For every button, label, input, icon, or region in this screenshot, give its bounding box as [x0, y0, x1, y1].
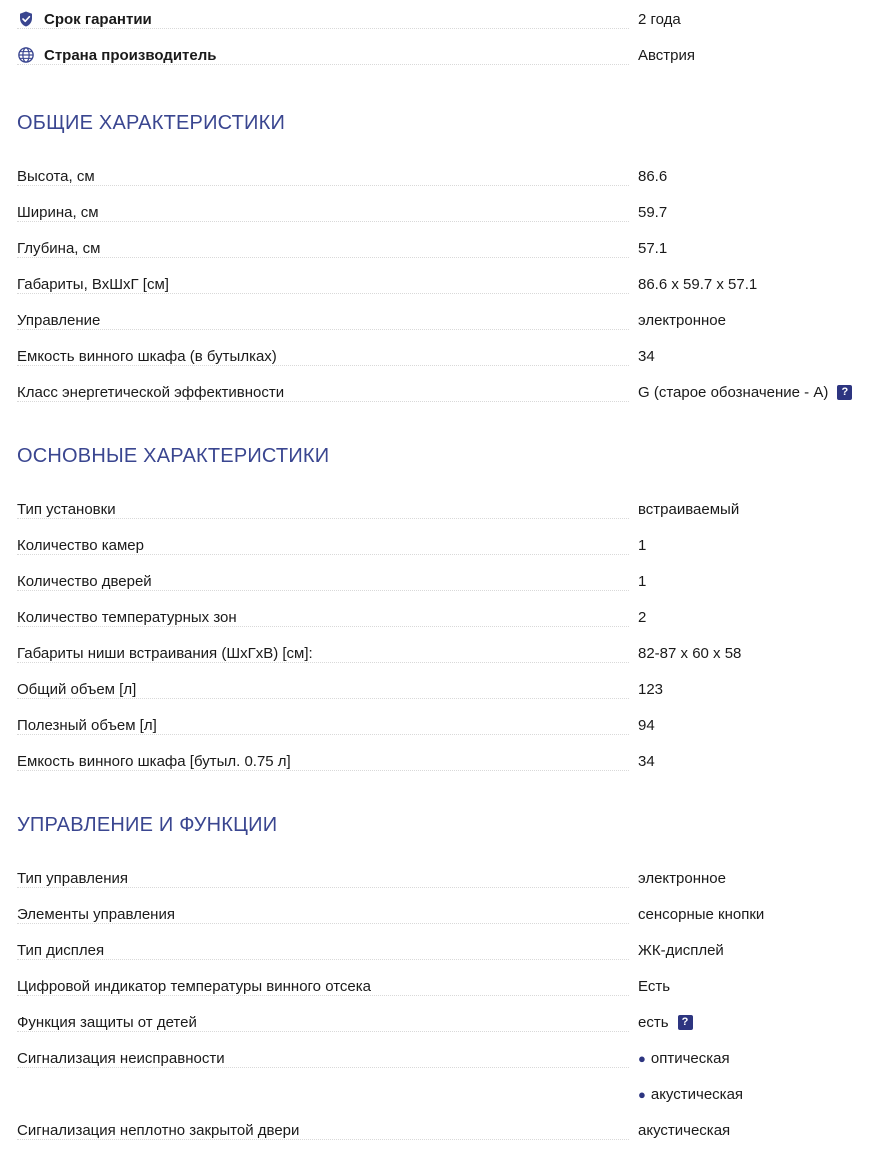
spec-row [17, 671, 867, 707]
dotted-leader [17, 28, 629, 29]
globe-icon [17, 46, 35, 64]
dotted-leader [17, 626, 629, 627]
spec-value-text: G (старое обозначение - A) [638, 383, 829, 401]
spec-value: 123 [638, 680, 664, 698]
dotted-leader [17, 770, 629, 771]
shield-check-icon [17, 10, 35, 28]
spec-value: 59.7 [638, 203, 668, 221]
spec-label: Полезный объем [л] [17, 717, 165, 734]
spec-value [638, 1014, 693, 1031]
dotted-leader [17, 1067, 629, 1068]
spec-value: электронное [638, 311, 726, 329]
section-title: ОСНОВНЫЕ ХАРАКТЕРИСТИКИ [17, 444, 330, 467]
section-main [17, 441, 867, 779]
spec-label: Функция защиты от детей [17, 1014, 205, 1031]
spec-label: Габариты ниши встраивания (ШхГхВ) [см]: [17, 645, 321, 662]
spec-value: 2 года [638, 10, 681, 28]
spec-row [17, 1040, 867, 1076]
bullet-icon: ● [638, 1086, 646, 1102]
spec-value [638, 1086, 743, 1103]
spec-row [17, 860, 867, 896]
spec-label: Количество камер [17, 537, 152, 554]
spec-value [638, 384, 852, 401]
spec-value: 1 [638, 536, 647, 554]
spec-value [638, 1050, 730, 1067]
dotted-leader [17, 64, 629, 65]
spec-label: Глубина, см [17, 240, 108, 257]
spec-label: Сигнализация неисправности [17, 1050, 233, 1067]
dotted-leader [17, 923, 629, 924]
spec-row [17, 707, 867, 743]
spec-value: электронное [638, 869, 726, 887]
spec-row-continuation [17, 1076, 867, 1112]
spec-row-warranty [17, 1, 867, 37]
spec-row [17, 1004, 867, 1040]
spec-row [17, 194, 867, 230]
dotted-leader [17, 590, 629, 591]
spec-value: 86.6 [638, 167, 668, 185]
spec-label: Емкость винного шкафа (в бутылках) [17, 348, 285, 365]
dotted-leader [17, 1031, 629, 1032]
spec-value: встраиваемый [638, 500, 740, 518]
spec-row [17, 635, 867, 671]
section-title: ОБЩИЕ ХАРАКТЕРИСТИКИ [17, 111, 286, 134]
spec-row [17, 968, 867, 1004]
help-icon[interactable]: ? [678, 1015, 693, 1030]
spec-value: акустическая [638, 1121, 731, 1139]
spec-row [17, 896, 867, 932]
spec-value-text: акустическая [650, 1085, 744, 1103]
spec-row [17, 338, 867, 374]
dotted-leader [17, 995, 629, 996]
dotted-leader [17, 329, 629, 330]
spec-row [17, 374, 867, 410]
spec-row [17, 230, 867, 266]
spec-label [17, 10, 160, 28]
spec-value: Австрия [638, 46, 696, 64]
spec-value: сенсорные кнопки [638, 905, 765, 923]
section-general [17, 108, 867, 410]
section-controls [17, 810, 867, 1148]
spec-label: Управление [17, 312, 108, 329]
spec-label: Количество дверей [17, 573, 160, 590]
top-block [17, 1, 867, 73]
spec-row-country [17, 37, 867, 73]
dotted-leader [17, 1139, 629, 1140]
spec-row [17, 743, 867, 779]
spec-label: Количество температурных зон [17, 609, 245, 626]
spec-row [17, 932, 867, 968]
dotted-leader [17, 554, 629, 555]
dotted-leader [17, 662, 629, 663]
spec-label: Емкость винного шкафа [бутыл. 0.75 л] [17, 753, 299, 770]
bullet-icon: ● [638, 1050, 646, 1066]
spec-row [17, 302, 867, 338]
spec-label: Тип установки [17, 501, 124, 518]
dotted-leader [17, 257, 629, 258]
spec-row [17, 158, 867, 194]
dotted-leader [17, 293, 629, 294]
spec-value: 1 [638, 572, 647, 590]
spec-value-text: есть [638, 1013, 669, 1031]
spec-value-text: оптическая [650, 1049, 730, 1067]
dotted-leader [17, 365, 629, 366]
spec-label: Ширина, см [17, 204, 107, 221]
spec-value: ЖК-дисплей [638, 941, 724, 959]
spec-row [17, 491, 867, 527]
dotted-leader [17, 401, 629, 402]
dotted-leader [17, 887, 629, 888]
spec-row [17, 527, 867, 563]
spec-label: Класс энергетической эффективности [17, 384, 292, 401]
help-icon[interactable]: ? [837, 385, 852, 400]
spec-label: Тип управления [17, 870, 136, 887]
spec-label: Высота, см [17, 168, 103, 185]
spec-value: 34 [638, 347, 655, 365]
dotted-leader [17, 221, 629, 222]
spec-label: Тип дисплея [17, 942, 112, 959]
spec-value: 34 [638, 752, 655, 770]
spec-value: 2 [638, 608, 647, 626]
section-title: УПРАВЛЕНИЕ И ФУНКЦИИ [17, 813, 278, 836]
spec-row [17, 1112, 867, 1148]
spec-label-text: Страна производитель [44, 46, 217, 64]
dotted-leader [17, 698, 629, 699]
spec-value: 94 [638, 716, 655, 734]
spec-row [17, 563, 867, 599]
spec-label-text: Срок гарантии [44, 10, 152, 28]
spec-label: Габариты, ВхШхГ [см] [17, 276, 177, 293]
spec-value: 86.6 x 59.7 x 57.1 [638, 275, 758, 293]
spec-value: 57.1 [638, 239, 668, 257]
dotted-leader [17, 518, 629, 519]
spec-row [17, 599, 867, 635]
spec-label: Элементы управления [17, 906, 183, 923]
spec-value: 82-87 х 60 х 58 [638, 644, 742, 662]
spec-value: Есть [638, 977, 671, 995]
dotted-leader [17, 959, 629, 960]
spec-label: Сигнализация неплотно закрытой двери [17, 1122, 307, 1139]
spec-row [17, 266, 867, 302]
dotted-leader [17, 185, 629, 186]
dotted-leader [17, 734, 629, 735]
spec-label [17, 46, 225, 64]
spec-label: Общий объем [л] [17, 681, 144, 698]
spec-label: Цифровой индикатор температуры винного отсека [17, 978, 379, 995]
